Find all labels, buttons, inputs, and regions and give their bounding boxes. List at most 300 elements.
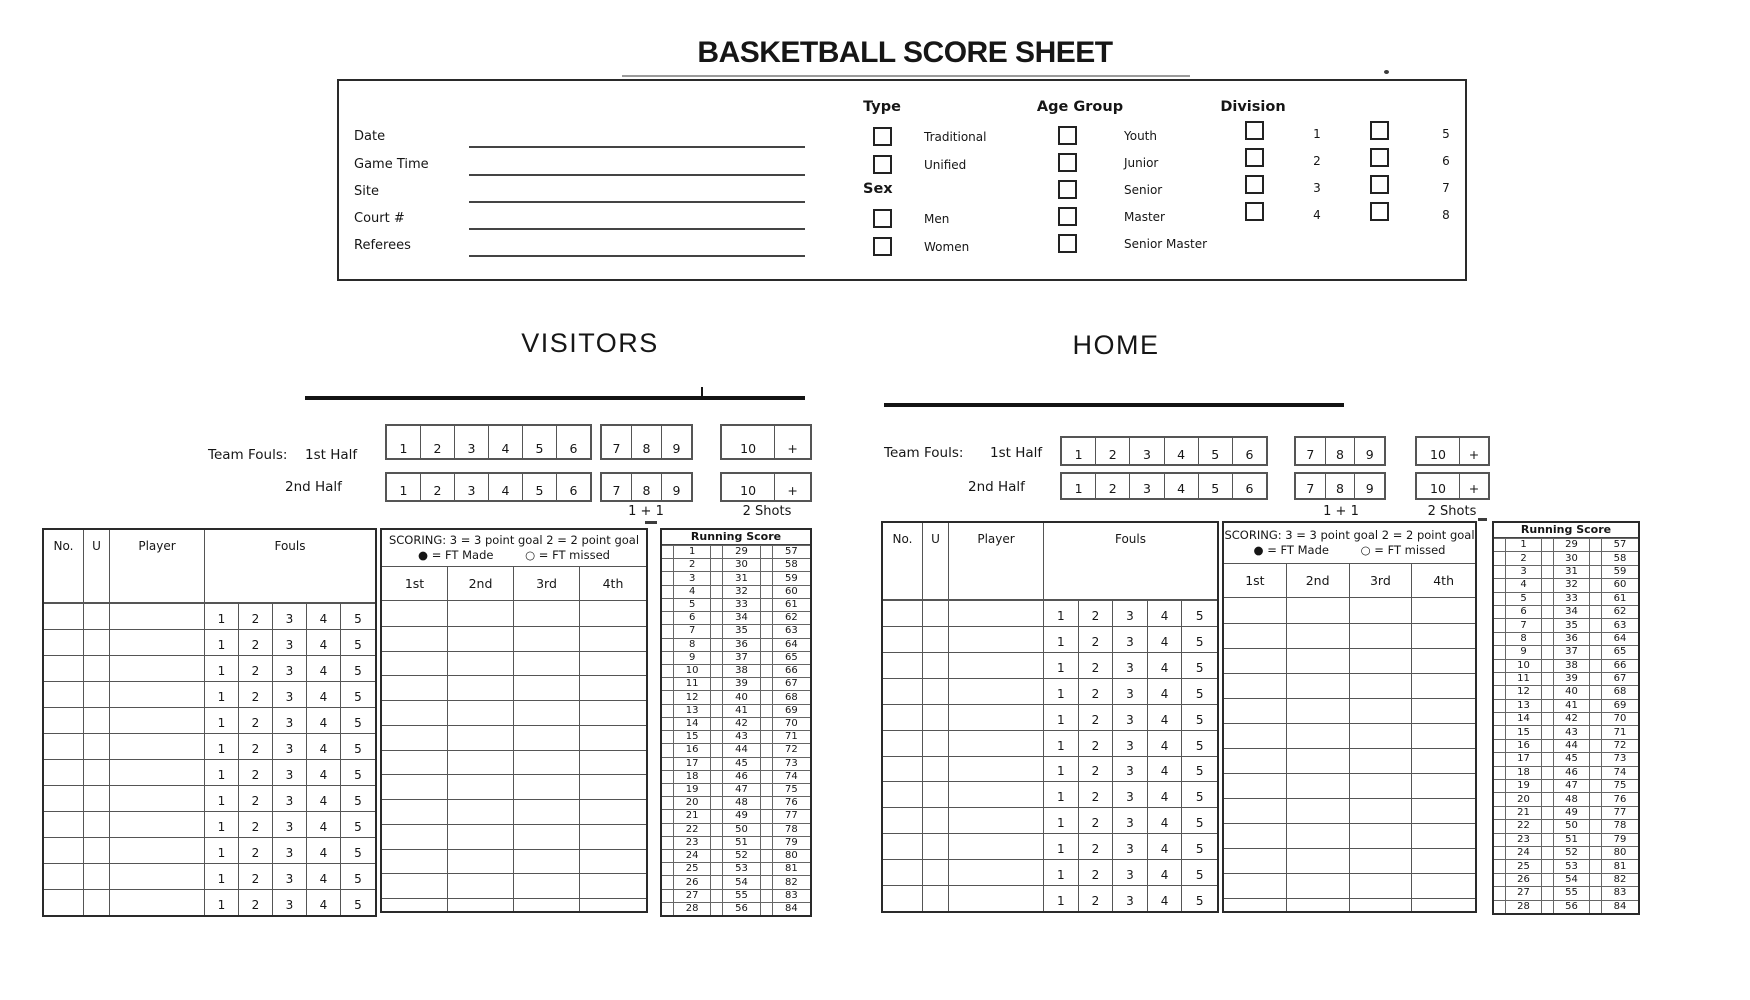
score-mark-cell[interactable]: [662, 731, 674, 743]
player-number-cell[interactable]: [44, 812, 84, 837]
score-mark-cell[interactable]: [761, 665, 773, 677]
score-entry-cell[interactable]: [1287, 623, 1350, 648]
foul-count-cell-5[interactable]: 5: [354, 716, 362, 730]
score-mark-cell[interactable]: [1590, 619, 1602, 631]
score-entry-cell[interactable]: [1287, 898, 1350, 911]
score-mark-cell[interactable]: [662, 625, 674, 637]
foul-count-cell-1[interactable]: 1: [205, 864, 239, 889]
score-mark-cell[interactable]: [1542, 807, 1554, 819]
foul-count-cell-4[interactable]: 4: [307, 708, 341, 733]
score-entry-cell[interactable]: [1350, 748, 1413, 773]
foul-count-cell-5[interactable]: 5: [354, 664, 362, 678]
score-mark-cell[interactable]: [711, 758, 723, 770]
score-entry-cell[interactable]: [1350, 673, 1413, 698]
foul-count-cell-5[interactable]: 5: [1195, 712, 1204, 727]
score-mark-cell[interactable]: [1542, 566, 1554, 578]
foul-count-cell-4[interactable]: 4: [1148, 834, 1183, 859]
score-mark-cell[interactable]: [1542, 700, 1554, 712]
score-mark-cell[interactable]: [662, 691, 674, 703]
foul-count-cell-1[interactable]: 1: [1044, 886, 1079, 911]
score-entry-cell[interactable]: [1412, 698, 1475, 723]
player-name-cell[interactable]: [949, 601, 1044, 626]
foul-count-cell-5[interactable]: 5: [1195, 894, 1204, 909]
player-number-cell[interactable]: [883, 679, 923, 704]
foul-count-cell-3[interactable]: 3: [273, 890, 307, 915]
score-entry-cell[interactable]: [1350, 798, 1413, 823]
score-mark-cell[interactable]: [662, 784, 674, 796]
player-u-cell[interactable]: [84, 760, 110, 785]
score-mark-cell[interactable]: [1494, 579, 1506, 591]
score-mark-cell[interactable]: [662, 705, 674, 717]
score-mark-cell[interactable]: [761, 559, 773, 571]
score-mark-cell[interactable]: [1494, 633, 1506, 645]
player-number-cell[interactable]: [883, 886, 923, 911]
foul-count-cell-2[interactable]: 2: [1079, 834, 1114, 859]
score-mark-cell[interactable]: [662, 771, 674, 783]
score-mark-cell[interactable]: [1542, 619, 1554, 631]
foul-count-cell-1[interactable]: 1: [205, 786, 239, 811]
score-mark-cell[interactable]: [662, 850, 674, 862]
checkbox-senior[interactable]: [1058, 180, 1077, 199]
visitors-team-name-line[interactable]: [305, 396, 805, 400]
foul-count-cell-3[interactable]: 3: [1113, 860, 1148, 885]
score-mark-cell[interactable]: [1590, 874, 1602, 886]
score-entry-cell[interactable]: [580, 626, 646, 651]
score-entry-cell[interactable]: [448, 873, 514, 898]
team-foul-cell-10[interactable]: 10: [1430, 447, 1446, 462]
player-u-cell[interactable]: [84, 734, 110, 759]
foul-count-cell-4[interactable]: 4: [1148, 705, 1183, 730]
team-foul-cell-5[interactable]: 5: [522, 474, 556, 500]
score-mark-cell[interactable]: [1494, 887, 1506, 899]
checkbox-division-5[interactable]: [1370, 121, 1389, 140]
score-mark-cell[interactable]: [711, 652, 723, 664]
score-entry-cell[interactable]: [580, 849, 646, 874]
score-entry-cell[interactable]: [382, 873, 448, 898]
foul-count-cell-4[interactable]: 4: [1148, 601, 1183, 626]
score-entry-cell[interactable]: [1412, 648, 1475, 673]
score-entry-cell[interactable]: [1224, 748, 1287, 773]
score-mark-cell[interactable]: [1590, 887, 1602, 899]
court-input-line[interactable]: [469, 228, 805, 230]
score-mark-cell[interactable]: [761, 639, 773, 651]
score-mark-cell[interactable]: [1542, 606, 1554, 618]
score-mark-cell[interactable]: [662, 824, 674, 836]
foul-count-cell-2[interactable]: 2: [1079, 679, 1114, 704]
foul-count-cell-2[interactable]: 2: [239, 812, 273, 837]
foul-count-cell-4[interactable]: 4: [307, 890, 341, 915]
team-foul-cell-3[interactable]: 3: [454, 426, 488, 458]
player-number-cell[interactable]: [883, 705, 923, 730]
foul-count-cell-3[interactable]: 3: [1113, 808, 1148, 833]
score-mark-cell[interactable]: [1542, 660, 1554, 672]
score-mark-cell[interactable]: [1494, 713, 1506, 725]
score-mark-cell[interactable]: [1494, 807, 1506, 819]
score-mark-cell[interactable]: [1590, 579, 1602, 591]
score-entry-cell[interactable]: [448, 700, 514, 725]
score-mark-cell[interactable]: [711, 810, 723, 822]
player-u-cell[interactable]: [923, 860, 949, 885]
score-entry-cell[interactable]: [1287, 598, 1350, 623]
player-u-cell[interactable]: [84, 682, 110, 707]
score-mark-cell[interactable]: [1494, 539, 1506, 551]
score-mark-cell[interactable]: [1494, 780, 1506, 792]
checkbox-unified[interactable]: [873, 155, 892, 174]
foul-count-cell-5[interactable]: 5: [1195, 660, 1204, 675]
score-mark-cell[interactable]: [761, 890, 773, 902]
score-mark-cell[interactable]: [1494, 726, 1506, 738]
player-name-cell[interactable]: [949, 886, 1044, 911]
player-name-cell[interactable]: [110, 838, 205, 863]
foul-count-cell-2[interactable]: 2: [239, 838, 273, 863]
foul-count-cell-4[interactable]: 4: [307, 838, 341, 863]
checkbox-senior-master[interactable]: [1058, 234, 1077, 253]
score-mark-cell[interactable]: [1590, 673, 1602, 685]
score-entry-cell[interactable]: [448, 849, 514, 874]
score-mark-cell[interactable]: [662, 546, 674, 558]
player-name-cell[interactable]: [949, 757, 1044, 782]
score-mark-cell[interactable]: [1542, 726, 1554, 738]
score-mark-cell[interactable]: [1542, 539, 1554, 551]
score-mark-cell[interactable]: [662, 810, 674, 822]
score-entry-cell[interactable]: [448, 626, 514, 651]
foul-count-cell-5[interactable]: 5: [354, 768, 362, 782]
score-entry-cell[interactable]: [514, 873, 580, 898]
score-mark-cell[interactable]: [1590, 834, 1602, 846]
team-foul-cell-1[interactable]: 1: [399, 441, 408, 456]
checkbox-traditional[interactable]: [873, 127, 892, 146]
score-entry-cell[interactable]: [1224, 798, 1287, 823]
foul-count-cell-5[interactable]: 5: [354, 638, 362, 652]
foul-count-cell-2[interactable]: 2: [1079, 782, 1114, 807]
score-entry-cell[interactable]: [580, 675, 646, 700]
player-u-cell[interactable]: [923, 808, 949, 833]
score-mark-cell[interactable]: [711, 718, 723, 730]
player-number-cell[interactable]: [44, 838, 84, 863]
score-mark-cell[interactable]: [761, 625, 773, 637]
player-u-cell[interactable]: [923, 757, 949, 782]
foul-count-cell-4[interactable]: 4: [307, 682, 341, 707]
score-mark-cell[interactable]: [761, 691, 773, 703]
team-foul-cell-5[interactable]: 5: [1198, 438, 1232, 464]
score-entry-cell[interactable]: [514, 849, 580, 874]
foul-count-cell-2[interactable]: 2: [1079, 808, 1114, 833]
score-mark-cell[interactable]: [1590, 539, 1602, 551]
foul-count-cell-5[interactable]: 5: [354, 846, 362, 860]
score-mark-cell[interactable]: [1590, 633, 1602, 645]
score-entry-cell[interactable]: [1287, 673, 1350, 698]
score-mark-cell[interactable]: [1590, 646, 1602, 658]
foul-count-cell-3[interactable]: 3: [1113, 834, 1148, 859]
foul-count-cell-1[interactable]: 1: [1044, 757, 1079, 782]
score-mark-cell[interactable]: [1590, 807, 1602, 819]
score-entry-cell[interactable]: [448, 725, 514, 750]
score-entry-cell[interactable]: [514, 725, 580, 750]
score-mark-cell[interactable]: [761, 572, 773, 584]
foul-count-cell-1[interactable]: 1: [1044, 601, 1079, 626]
foul-count-cell-5[interactable]: 5: [354, 690, 362, 704]
player-u-cell[interactable]: [84, 864, 110, 889]
score-mark-cell[interactable]: [711, 665, 723, 677]
player-u-cell[interactable]: [84, 838, 110, 863]
score-mark-cell[interactable]: [711, 678, 723, 690]
score-entry-cell[interactable]: [580, 700, 646, 725]
foul-count-cell-5[interactable]: 5: [1195, 686, 1204, 701]
foul-count-cell-3[interactable]: 3: [1113, 627, 1148, 652]
score-mark-cell[interactable]: [711, 691, 723, 703]
score-entry-cell[interactable]: [1350, 823, 1413, 848]
foul-count-cell-3[interactable]: 3: [273, 760, 307, 785]
score-mark-cell[interactable]: [1542, 713, 1554, 725]
score-mark-cell[interactable]: [711, 546, 723, 558]
score-mark-cell[interactable]: [761, 903, 773, 915]
foul-count-cell-2[interactable]: 2: [1079, 860, 1114, 885]
foul-count-cell-4[interactable]: 4: [307, 786, 341, 811]
score-entry-cell[interactable]: [1412, 798, 1475, 823]
player-u-cell[interactable]: [923, 886, 949, 911]
team-foul-cell-1[interactable]: 1: [399, 483, 408, 498]
score-mark-cell[interactable]: [1542, 901, 1554, 913]
team-foul-cell-2[interactable]: 2: [420, 426, 454, 458]
score-entry-cell[interactable]: [514, 824, 580, 849]
team-foul-cell-8[interactable]: 8: [631, 426, 661, 458]
score-entry-cell[interactable]: [580, 824, 646, 849]
score-mark-cell[interactable]: [761, 612, 773, 624]
score-mark-cell[interactable]: [1590, 753, 1602, 765]
score-mark-cell[interactable]: [1590, 793, 1602, 805]
score-mark-cell[interactable]: [761, 837, 773, 849]
player-number-cell[interactable]: [883, 757, 923, 782]
score-mark-cell[interactable]: [1590, 740, 1602, 752]
score-mark-cell[interactable]: [761, 731, 773, 743]
score-entry-cell[interactable]: [1350, 873, 1413, 898]
score-mark-cell[interactable]: [1542, 740, 1554, 752]
team-foul-cell-3[interactable]: 3: [1129, 438, 1163, 464]
foul-count-cell-4[interactable]: 4: [307, 604, 341, 629]
player-name-cell[interactable]: [949, 679, 1044, 704]
foul-count-cell-3[interactable]: 3: [273, 682, 307, 707]
score-entry-cell[interactable]: [1287, 698, 1350, 723]
foul-count-cell-2[interactable]: 2: [1079, 731, 1114, 756]
foul-count-cell-5[interactable]: 5: [1195, 738, 1204, 753]
score-mark-cell[interactable]: [1494, 660, 1506, 672]
score-mark-cell[interactable]: [1542, 834, 1554, 846]
score-entry-cell[interactable]: [514, 750, 580, 775]
player-number-cell[interactable]: [44, 864, 84, 889]
score-mark-cell[interactable]: [662, 612, 674, 624]
player-name-cell[interactable]: [110, 734, 205, 759]
player-name-cell[interactable]: [949, 731, 1044, 756]
score-entry-cell[interactable]: [1412, 898, 1475, 911]
score-mark-cell[interactable]: [662, 559, 674, 571]
score-entry-cell[interactable]: [448, 774, 514, 799]
player-name-cell[interactable]: [110, 630, 205, 655]
score-mark-cell[interactable]: [1494, 700, 1506, 712]
team-foul-cell-1[interactable]: 1: [1074, 481, 1083, 496]
foul-count-cell-4[interactable]: 4: [307, 630, 341, 655]
foul-count-cell-1[interactable]: 1: [205, 760, 239, 785]
game-time-input-line[interactable]: [469, 174, 805, 176]
score-mark-cell[interactable]: [1542, 633, 1554, 645]
score-mark-cell[interactable]: [1542, 767, 1554, 779]
player-u-cell[interactable]: [923, 653, 949, 678]
score-entry-cell[interactable]: [1224, 698, 1287, 723]
player-u-cell[interactable]: [923, 679, 949, 704]
score-mark-cell[interactable]: [1590, 660, 1602, 672]
foul-count-cell-5[interactable]: 5: [1195, 790, 1204, 805]
foul-count-cell-3[interactable]: 3: [273, 734, 307, 759]
score-entry-cell[interactable]: [1412, 748, 1475, 773]
player-name-cell[interactable]: [949, 653, 1044, 678]
score-mark-cell[interactable]: [662, 652, 674, 664]
foul-count-cell-2[interactable]: 2: [239, 760, 273, 785]
score-mark-cell[interactable]: [662, 718, 674, 730]
score-mark-cell[interactable]: [711, 797, 723, 809]
score-mark-cell[interactable]: [1590, 726, 1602, 738]
score-entry-cell[interactable]: [1287, 798, 1350, 823]
score-entry-cell[interactable]: [1412, 873, 1475, 898]
team-foul-cell-10[interactable]: 10: [740, 483, 757, 498]
score-mark-cell[interactable]: [1542, 646, 1554, 658]
score-mark-cell[interactable]: [761, 744, 773, 756]
score-mark-cell[interactable]: [1494, 860, 1506, 872]
team-foul-cell-+[interactable]: +: [1459, 438, 1488, 464]
score-mark-cell[interactable]: [1494, 552, 1506, 564]
team-foul-cell-+[interactable]: +: [774, 474, 810, 500]
foul-count-cell-3[interactable]: 3: [1113, 782, 1148, 807]
score-mark-cell[interactable]: [1542, 593, 1554, 605]
score-mark-cell[interactable]: [711, 876, 723, 888]
score-entry-cell[interactable]: [514, 601, 580, 626]
team-foul-cell-2[interactable]: 2: [1095, 474, 1129, 498]
score-mark-cell[interactable]: [1494, 834, 1506, 846]
foul-count-cell-3[interactable]: 3: [273, 708, 307, 733]
player-number-cell[interactable]: [44, 890, 84, 915]
team-foul-cell-5[interactable]: 5: [1198, 474, 1232, 498]
score-mark-cell[interactable]: [711, 586, 723, 598]
player-number-cell[interactable]: [44, 786, 84, 811]
score-mark-cell[interactable]: [1494, 767, 1506, 779]
player-name-cell[interactable]: [949, 860, 1044, 885]
foul-count-cell-1[interactable]: 1: [1044, 731, 1079, 756]
score-entry-cell[interactable]: [1224, 898, 1287, 911]
foul-count-cell-1[interactable]: 1: [1044, 627, 1079, 652]
score-mark-cell[interactable]: [1494, 646, 1506, 658]
score-mark-cell[interactable]: [1494, 753, 1506, 765]
foul-count-cell-5[interactable]: 5: [1195, 842, 1204, 857]
score-entry-cell[interactable]: [448, 601, 514, 626]
score-mark-cell[interactable]: [1590, 700, 1602, 712]
score-mark-cell[interactable]: [761, 797, 773, 809]
score-mark-cell[interactable]: [711, 731, 723, 743]
team-foul-cell-7[interactable]: 7: [1306, 447, 1315, 462]
score-mark-cell[interactable]: [1542, 753, 1554, 765]
score-mark-cell[interactable]: [761, 652, 773, 664]
score-entry-cell[interactable]: [1350, 623, 1413, 648]
score-entry-cell[interactable]: [382, 651, 448, 676]
score-mark-cell[interactable]: [1590, 606, 1602, 618]
score-mark-cell[interactable]: [1590, 552, 1602, 564]
foul-count-cell-5[interactable]: 5: [354, 820, 362, 834]
team-foul-cell-4[interactable]: 4: [1164, 474, 1198, 498]
player-number-cell[interactable]: [44, 760, 84, 785]
score-mark-cell[interactable]: [662, 758, 674, 770]
checkbox-men[interactable]: [873, 209, 892, 228]
team-foul-cell-2[interactable]: 2: [1095, 438, 1129, 464]
score-entry-cell[interactable]: [1412, 773, 1475, 798]
player-name-cell[interactable]: [110, 760, 205, 785]
score-mark-cell[interactable]: [761, 876, 773, 888]
score-entry-cell[interactable]: [1287, 748, 1350, 773]
team-foul-cell-+[interactable]: +: [774, 426, 810, 458]
player-u-cell[interactable]: [923, 705, 949, 730]
foul-count-cell-3[interactable]: 3: [1113, 886, 1148, 911]
score-entry-cell[interactable]: [514, 675, 580, 700]
team-foul-cell-2[interactable]: 2: [420, 474, 454, 500]
team-foul-cell-9[interactable]: 9: [1354, 438, 1384, 464]
score-entry-cell[interactable]: [448, 824, 514, 849]
foul-count-cell-4[interactable]: 4: [1148, 627, 1183, 652]
foul-count-cell-2[interactable]: 2: [1079, 757, 1114, 782]
foul-count-cell-3[interactable]: 3: [273, 838, 307, 863]
score-mark-cell[interactable]: [1542, 847, 1554, 859]
player-u-cell[interactable]: [84, 708, 110, 733]
score-entry-cell[interactable]: [1350, 898, 1413, 911]
score-entry-cell[interactable]: [1287, 873, 1350, 898]
score-mark-cell[interactable]: [662, 744, 674, 756]
foul-count-cell-5[interactable]: 5: [1195, 816, 1204, 831]
score-mark-cell[interactable]: [1590, 767, 1602, 779]
foul-count-cell-4[interactable]: 4: [1148, 808, 1183, 833]
score-mark-cell[interactable]: [711, 559, 723, 571]
foul-count-cell-1[interactable]: 1: [205, 682, 239, 707]
score-entry-cell[interactable]: [1350, 773, 1413, 798]
foul-count-cell-3[interactable]: 3: [273, 604, 307, 629]
foul-count-cell-3[interactable]: 3: [1113, 705, 1148, 730]
checkbox-division-4[interactable]: [1245, 202, 1264, 221]
score-entry-cell[interactable]: [1350, 723, 1413, 748]
foul-count-cell-5[interactable]: 5: [1195, 764, 1204, 779]
player-u-cell[interactable]: [923, 627, 949, 652]
foul-count-cell-5[interactable]: 5: [354, 794, 362, 808]
score-entry-cell[interactable]: [1412, 723, 1475, 748]
team-foul-cell-10[interactable]: 10: [740, 441, 757, 456]
score-mark-cell[interactable]: [711, 771, 723, 783]
score-entry-cell[interactable]: [514, 898, 580, 911]
score-entry-cell[interactable]: [514, 651, 580, 676]
score-mark-cell[interactable]: [1494, 820, 1506, 832]
foul-count-cell-3[interactable]: 3: [1113, 653, 1148, 678]
score-mark-cell[interactable]: [761, 784, 773, 796]
foul-count-cell-1[interactable]: 1: [205, 838, 239, 863]
score-mark-cell[interactable]: [711, 705, 723, 717]
foul-count-cell-1[interactable]: 1: [205, 890, 239, 915]
team-foul-cell-+[interactable]: +: [1459, 474, 1488, 498]
foul-count-cell-1[interactable]: 1: [1044, 860, 1079, 885]
score-mark-cell[interactable]: [711, 837, 723, 849]
score-mark-cell[interactable]: [711, 625, 723, 637]
score-mark-cell[interactable]: [711, 850, 723, 862]
score-mark-cell[interactable]: [711, 612, 723, 624]
foul-count-cell-5[interactable]: 5: [354, 898, 362, 912]
foul-count-cell-2[interactable]: 2: [1079, 653, 1114, 678]
score-mark-cell[interactable]: [1542, 874, 1554, 886]
score-mark-cell[interactable]: [1542, 579, 1554, 591]
score-mark-cell[interactable]: [761, 771, 773, 783]
team-foul-cell-6[interactable]: 6: [1232, 438, 1266, 464]
foul-count-cell-1[interactable]: 1: [205, 812, 239, 837]
foul-count-cell-1[interactable]: 1: [205, 604, 239, 629]
